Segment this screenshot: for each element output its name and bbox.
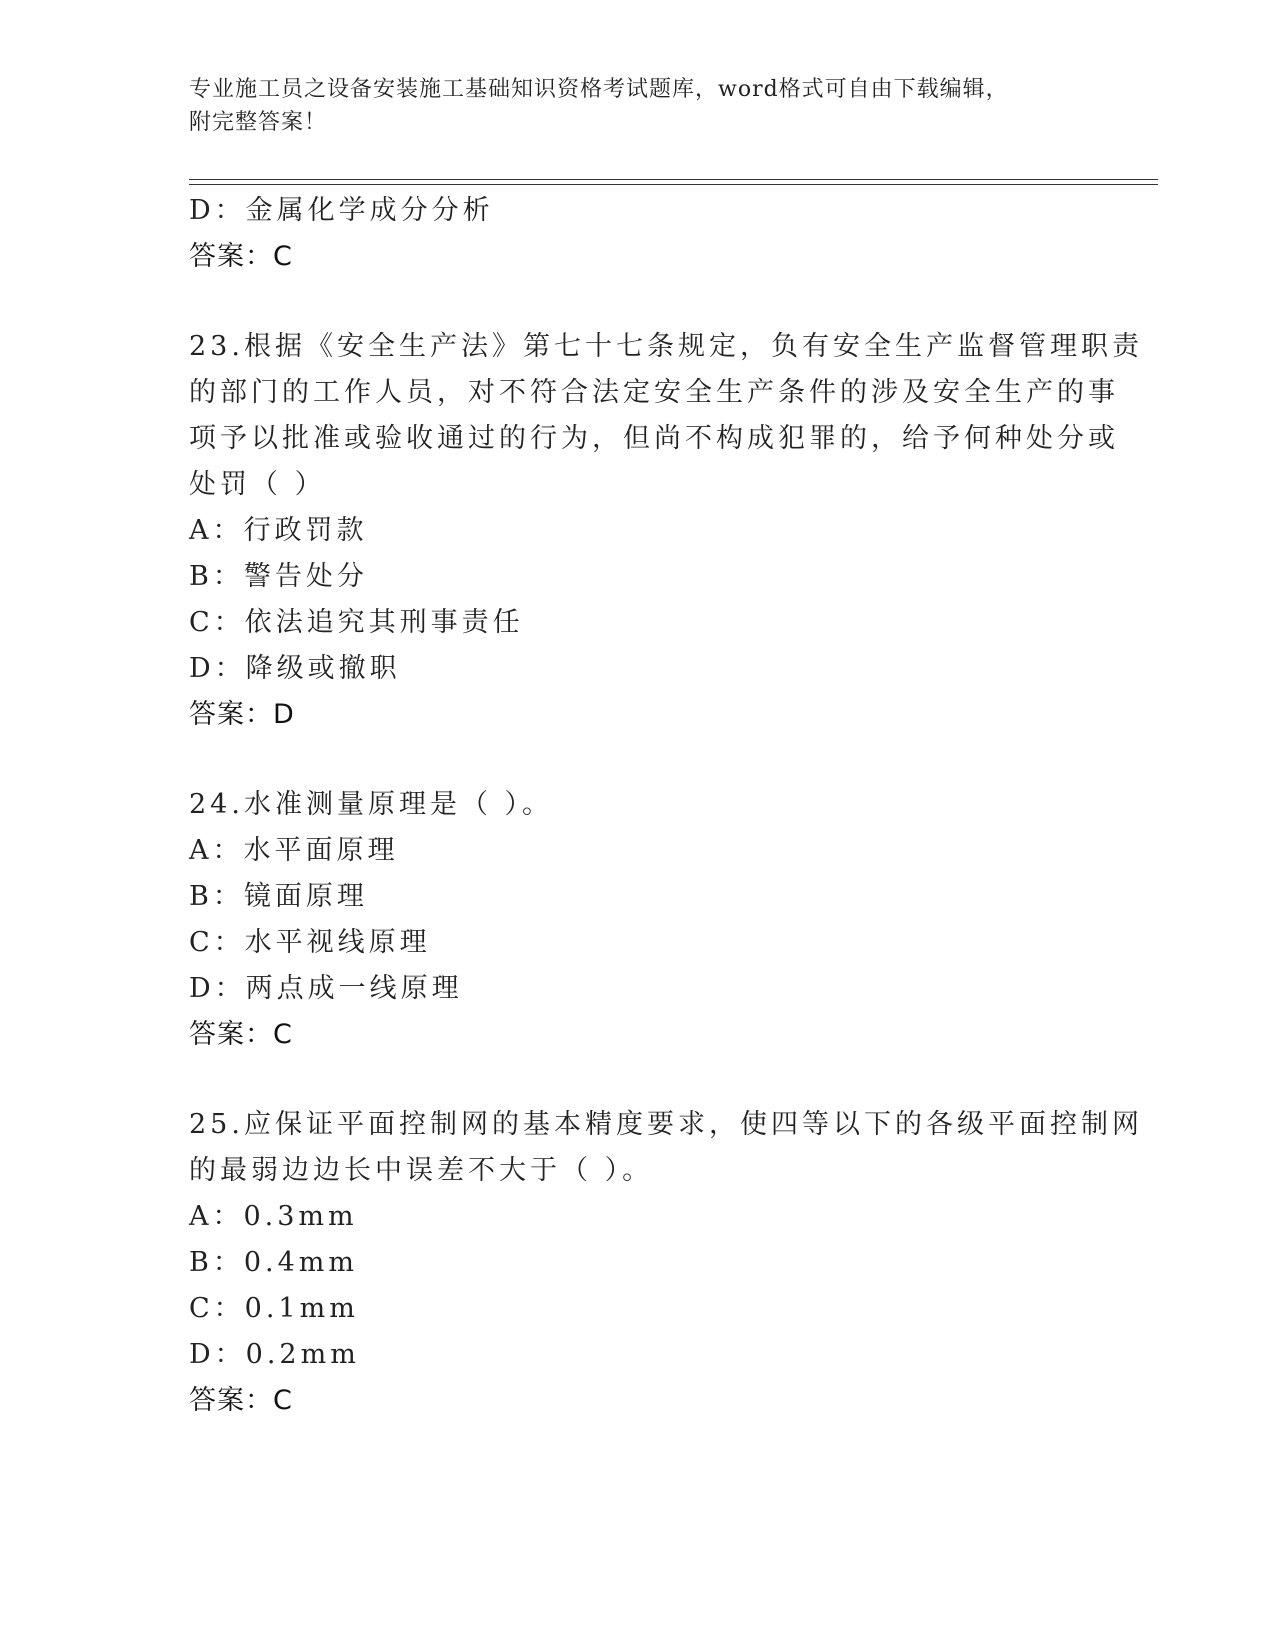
q23-option-a: A：行政罚款 xyxy=(189,515,368,546)
q25-option-d: D：0.2mm xyxy=(189,1339,360,1370)
q24-answer: 答案：C xyxy=(189,1019,293,1050)
header-divider-bottom xyxy=(189,184,1158,185)
q24-stem-line-1: 24.水准测量原理是（ ）。 xyxy=(189,789,554,820)
q23-option-b: B：警告处分 xyxy=(189,561,368,592)
q23-stem-line-1: 23.根据《安全生产法》第七十七条规定，负有安全生产监督管理职责 xyxy=(189,331,1143,362)
question-24 xyxy=(189,782,1089,1058)
document-header xyxy=(189,73,1069,139)
question-content xyxy=(189,188,1143,1424)
header-divider-top xyxy=(189,179,1158,180)
q23-option-c: C：依法追究其刑事责任 xyxy=(189,607,524,638)
spacer xyxy=(189,1058,1089,1102)
q23-answer: 答案：D xyxy=(189,699,295,730)
q23-stem-line-2: 的部门的工作人员，对不符合法定安全生产条件的涉及安全生产的事 xyxy=(189,377,1119,408)
prev-option-d: D：金属化学成分分析 xyxy=(189,195,494,226)
q25-stem-line-2: 的最弱边边长中误差不大于（ ）。 xyxy=(189,1155,654,1186)
q24-option-d: D：两点成一线原理 xyxy=(189,973,463,1004)
prev-answer: 答案：C xyxy=(189,241,293,272)
q25-option-b: B：0.4mm xyxy=(189,1247,358,1278)
spacer xyxy=(189,280,1089,324)
q25-stem-line-1: 25.应保证平面控制网的基本精度要求，使四等以下的各级平面控制网 xyxy=(189,1109,1143,1140)
question-25 xyxy=(189,1102,1143,1424)
q24-option-c: C：水平视线原理 xyxy=(189,927,431,958)
q23-option-d: D：降级或撤职 xyxy=(189,653,401,684)
spacer xyxy=(189,738,1089,782)
q23-stem-line-3: 项予以批准或验收通过的行为，但尚不构成犯罪的，给予何种处分或 xyxy=(189,423,1119,454)
q25-option-c: C：0.1mm xyxy=(189,1293,359,1324)
question-23 xyxy=(189,324,1143,738)
header-line-2: 附完整答案！ xyxy=(189,110,328,135)
q25-option-a: A：0.3mm xyxy=(189,1201,358,1232)
q23-stem-line-4: 处罚（ ） xyxy=(189,469,326,500)
header-line-1: 专业施工员之设备安装施工基础知识资格考试题库，word格式可自由下载编辑， xyxy=(189,77,1009,102)
q25-answer: 答案：C xyxy=(189,1385,293,1416)
q24-option-b: B：镜面原理 xyxy=(189,881,368,912)
q24-option-a: A：水平面原理 xyxy=(189,835,399,866)
